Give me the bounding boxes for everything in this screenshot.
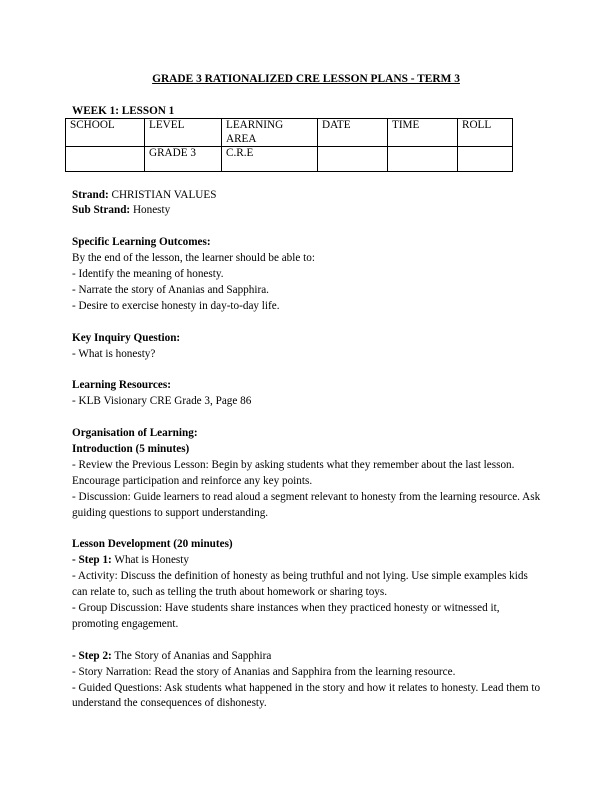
strand-section [72, 188, 542, 220]
table-cell [318, 147, 388, 172]
table-cell [66, 147, 145, 172]
table-cell [388, 147, 458, 172]
organisation-section [72, 426, 542, 521]
step-2-label: - Step 2: [72, 649, 112, 662]
list-item: - Desire to exercise honesty in day-to-day life. [72, 299, 280, 312]
step-1-text: What is Honesty [114, 554, 189, 567]
table-header-cell: SCHOOL [66, 119, 145, 147]
week-heading: WEEK 1: LESSON 1 [72, 105, 175, 117]
list-item: - Identify the meaning of honesty. [72, 268, 224, 281]
table-header-row [66, 119, 513, 147]
outcomes-intro: By the end of the lesson, the learner should be able to: [72, 252, 315, 265]
strand-label: Strand: [72, 188, 109, 201]
resources-section [72, 378, 542, 410]
list-item: - Story Narration: Read the story of Ananias and Sapphira from the learning resource. [72, 665, 456, 678]
inquiry-heading: Key Inquiry Question: [72, 331, 181, 344]
table-header-cell: DATE [318, 119, 388, 147]
table-header-cell: LEVEL [145, 119, 222, 147]
list-item: - Narrate the story of Ananias and Sapphira. [72, 283, 269, 296]
table-cell [458, 147, 513, 172]
table-header-cell: LEARNING AREA [222, 119, 318, 147]
list-item: - Review the Previous Lesson: Begin by asking students what they remember about the last lesson. Encourage participation and reinforce any key points. [72, 458, 515, 487]
step-1-title [72, 553, 542, 569]
development-section [72, 537, 542, 712]
strand-line [72, 188, 542, 204]
table-row [66, 147, 513, 172]
step-2-text: The Story of Ananias and Sapphira [114, 649, 272, 662]
lesson-info-table [65, 118, 513, 172]
development-heading: Lesson Development (20 minutes) [72, 538, 233, 551]
sub-strand-value: Honesty [132, 204, 171, 217]
resources-heading: Learning Resources: [72, 379, 171, 392]
table-header-cell: TIME [388, 119, 458, 147]
inquiry-section [72, 331, 542, 363]
lesson-content [72, 104, 542, 712]
outcomes-section [72, 235, 542, 315]
document-title: GRADE 3 RATIONALIZED CRE LESSON PLANS - TERM 3 [152, 73, 460, 85]
list-item: - Group Discussion: Have students share instances when they practiced honesty or witnessed it, promoting engagement. [72, 601, 500, 630]
organisation-heading: Organisation of Learning: [72, 427, 198, 440]
step-2-title [72, 649, 542, 665]
introduction-heading: Introduction (5 minutes) [72, 442, 190, 455]
sub-strand-label: Sub Strand: [72, 204, 131, 217]
list-item: - KLB Visionary CRE Grade 3, Page 86 [72, 395, 252, 408]
step-1-label: - Step 1: [72, 554, 112, 567]
list-item: - Discussion: Guide learners to read aloud a segment relevant to honesty from the learning resource. Ask guiding questions to support understanding. [72, 490, 541, 519]
list-item: - What is honesty? [72, 347, 156, 360]
list-item: - Activity: Discuss the definition of honesty as being truthful and not lying. Use simple examples kids can relate to, such as telling the truth about homework or sharing toys. [72, 570, 528, 599]
list-item: - Guided Questions: Ask students what happened in the story and how it relates to honesty. Lead them to understand the consequences of dishonesty. [72, 681, 541, 710]
strand-value: CHRISTIAN VALUES [111, 188, 217, 201]
table-cell: GRADE 3 [145, 147, 222, 172]
table-cell: C.R.E [222, 147, 318, 172]
table-header-cell: ROLL [458, 119, 513, 147]
outcomes-heading: Specific Learning Outcomes: [72, 236, 211, 249]
sub-strand-line [72, 203, 542, 219]
